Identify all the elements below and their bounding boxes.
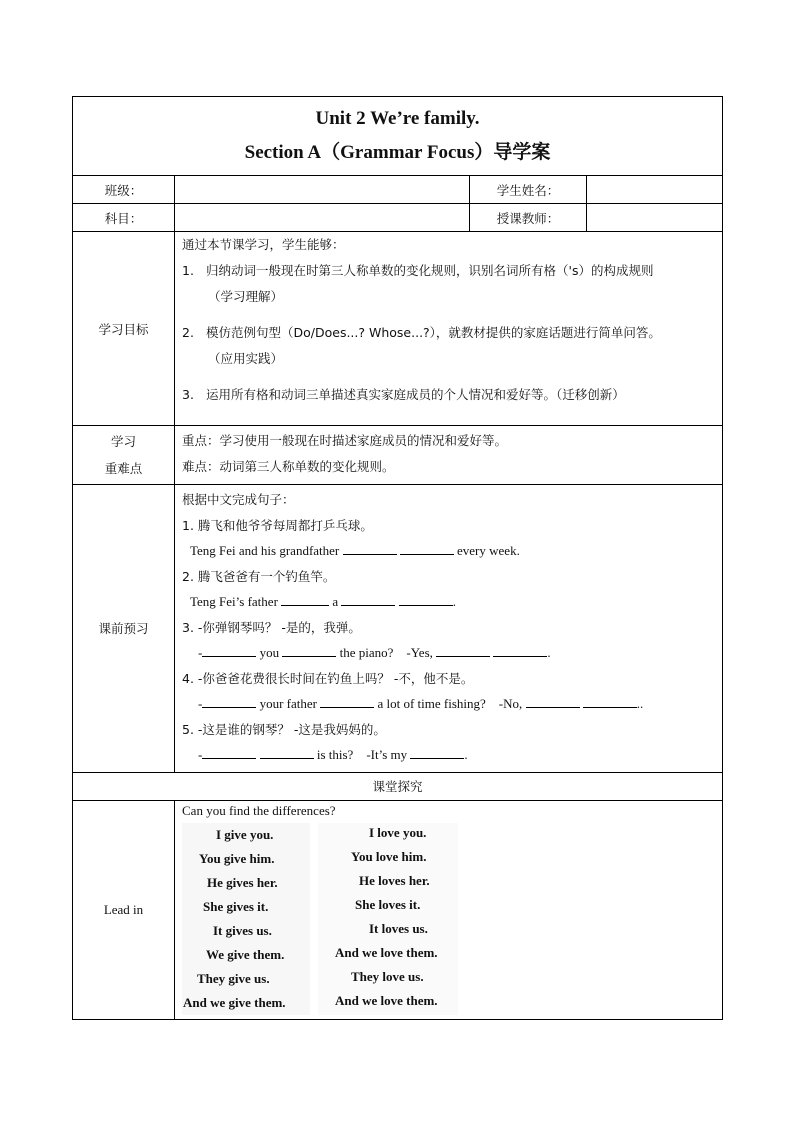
blank[interactable] (410, 745, 464, 759)
blank[interactable] (202, 745, 256, 759)
right-line: He loves her. (359, 872, 430, 888)
left-line: She gives it. (203, 898, 269, 914)
lead-in-label: Lead in (73, 800, 175, 1019)
difficulty-text: 难点：动词第三人称单数的变化规则。 (182, 459, 395, 474)
left-line: And we give them. (183, 994, 286, 1010)
goal-item-1: 1. 归纳动词一般现在时第三人称单数的变化规则，识别名词所有格（'s）的构成规则 (182, 263, 654, 278)
blank[interactable] (493, 643, 547, 657)
goals-label: 学习目标 (73, 232, 175, 426)
focus-text: 重点：学习使用一般现在时描述家庭成员的情况和爱好等。 (182, 433, 508, 448)
preview-row (73, 485, 723, 773)
worksheet (72, 96, 722, 1020)
page-subtitle: Section A（Grammar Focus）导学案 (244, 142, 551, 163)
right-line: I love you. (369, 824, 427, 840)
question-3-cn: 3. -你弹钢琴吗？ -是的，我弹。 (182, 619, 361, 635)
question-1-cn: 1. 腾飞和他爷爷每周都打乒乓球。 (182, 517, 373, 533)
left-line: You give him. (199, 850, 275, 866)
blank[interactable] (583, 694, 637, 708)
keypoints-label: 学习 重难点 (73, 426, 175, 485)
keypoints-content (175, 426, 723, 485)
title-cell (73, 97, 723, 176)
class-label: 班级： (73, 176, 175, 204)
question-1-en: Teng Fei and his grandfather every week. (190, 543, 520, 558)
teacher-label: 授课教师： (470, 204, 587, 232)
goal-note-2: （应用实践） (208, 351, 284, 366)
blank[interactable] (436, 643, 490, 657)
class-field[interactable] (175, 176, 470, 204)
blank[interactable] (320, 694, 374, 708)
explore-heading: 课堂探究 (73, 772, 723, 800)
right-line: You love him. (351, 848, 427, 864)
question-3-en: - you the piano? -Yes, . (198, 645, 551, 660)
question-4-cn: 4. -你爸爸花费很长时间在钓鱼上吗？ -不，他不是。 (182, 670, 474, 686)
lead-in-image (182, 823, 458, 1015)
student-name-field[interactable] (587, 176, 723, 204)
subject-label: 科目： (73, 204, 175, 232)
question-4-en: - your father a lot of time fishing? -No, .. (198, 696, 644, 711)
left-line: We give them. (206, 946, 285, 962)
blank[interactable] (282, 643, 336, 657)
left-line: I give you. (216, 826, 274, 842)
blank[interactable] (202, 694, 256, 708)
info-row-1 (73, 176, 723, 204)
goal-item-3: 3. 运用所有格和动词三单描述真实家庭成员的个人情况和爱好等。（迁移创新） (182, 387, 625, 402)
question-2-en: Teng Fei’s father a . (190, 594, 456, 609)
page-title: Unit 2 We’re family. (315, 108, 480, 129)
info-row-2 (73, 204, 723, 232)
preview-label: 课前预习 (73, 485, 175, 773)
left-line: It gives us. (213, 922, 272, 938)
blank[interactable] (399, 592, 453, 606)
subject-field[interactable] (175, 204, 470, 232)
question-5-en: - is this? -It’s my . (198, 747, 468, 762)
blank[interactable] (400, 541, 454, 555)
keypoints-row (73, 426, 723, 485)
lead-in-question: Can you find the differences? (182, 802, 336, 818)
goals-row (73, 232, 723, 426)
lead-in-row (73, 800, 723, 1019)
blank[interactable] (260, 745, 314, 759)
left-line: They give us. (197, 970, 270, 986)
teacher-field[interactable] (587, 204, 723, 232)
right-line: They love us. (351, 968, 424, 984)
blank[interactable] (202, 643, 256, 657)
explore-row (73, 772, 723, 800)
blank[interactable] (526, 694, 580, 708)
right-line: It loves us. (369, 920, 428, 936)
right-line: And we love them. (335, 944, 438, 960)
blank[interactable] (343, 541, 397, 555)
student-name-label: 学生姓名： (470, 176, 587, 204)
blank[interactable] (281, 592, 329, 606)
goals-intro: 通过本节课学习，学生能够： (182, 237, 345, 252)
preview-intro: 根据中文完成句子： (182, 492, 295, 507)
goal-note-1: （学习理解） (208, 289, 284, 304)
left-line: He gives her. (207, 874, 278, 890)
lead-in-content (175, 800, 723, 1019)
blank[interactable] (341, 592, 395, 606)
right-line: She loves it. (355, 896, 421, 912)
worksheet-table (72, 96, 723, 1020)
goals-content (175, 232, 723, 426)
right-line: And we love them. (335, 992, 438, 1008)
question-5-cn: 5. -这是谁的钢琴？ -这是我妈妈的。 (182, 721, 386, 737)
question-2-cn: 2. 腾飞爸爸有一个钓鱼竿。 (182, 568, 336, 584)
preview-content (175, 485, 723, 773)
goal-item-2: 2. 模仿范例句型（Do/Does...? Whose...?），就教材提供的家庭话题进行简单问答。 (182, 325, 661, 340)
